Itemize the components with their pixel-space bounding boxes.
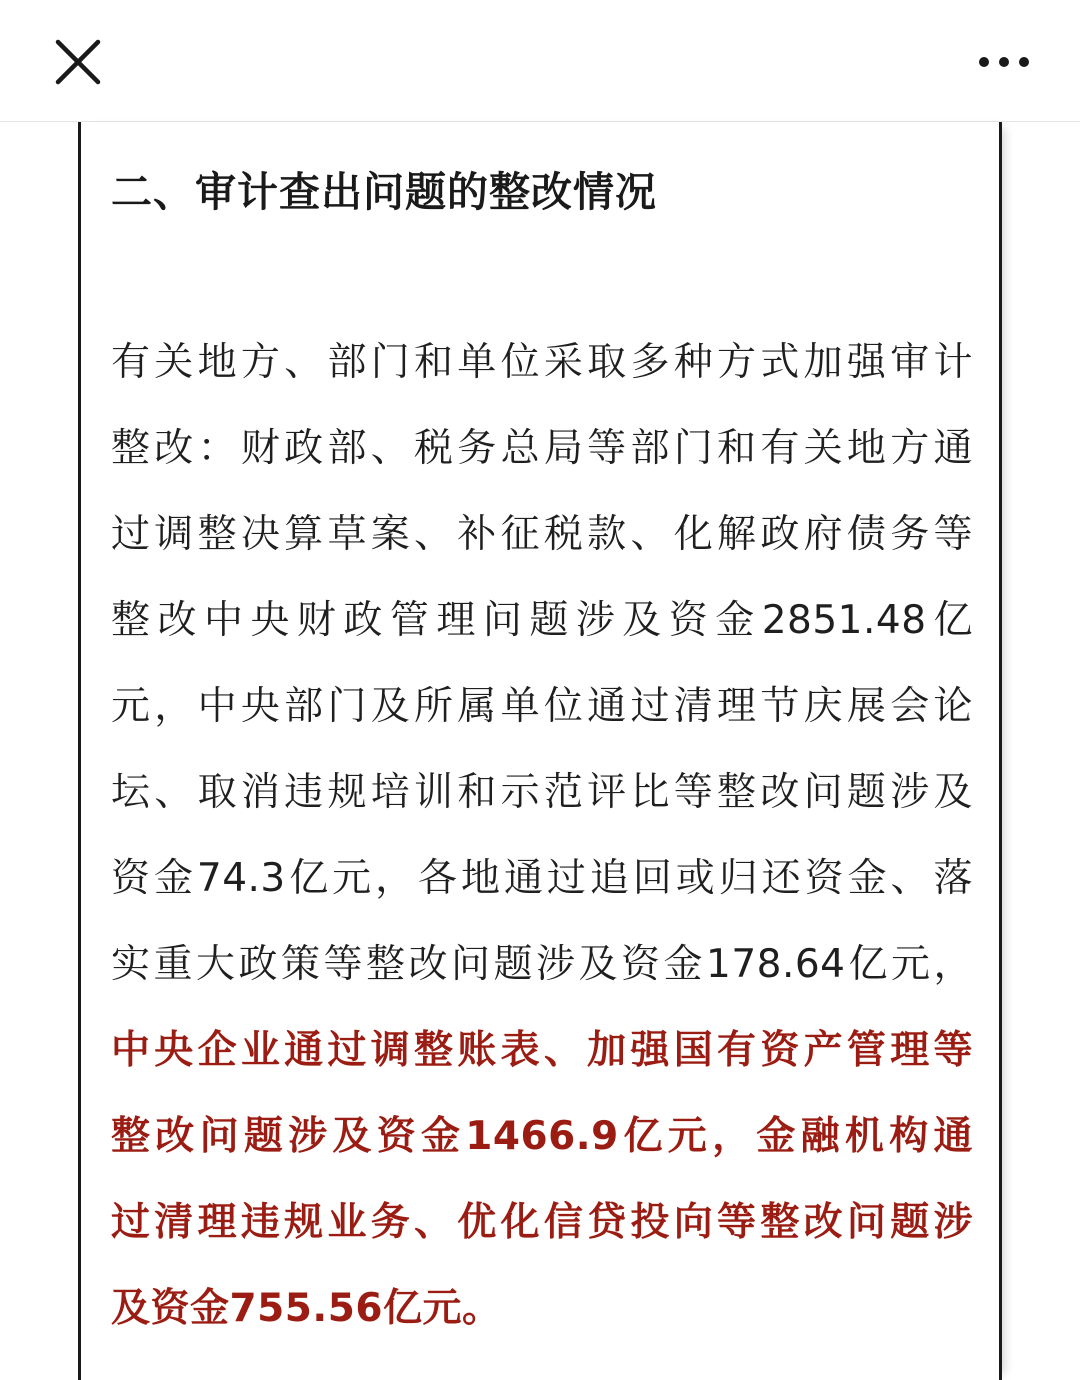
paragraph-line: 实重大政策等整改问题涉及资金178.64亿元， <box>111 942 973 987</box>
paragraph-line: 过调整决算草案、补征税款、化解政府债务等 <box>111 512 973 557</box>
section-heading: 二、审计查出问题的整改情况 <box>111 168 657 216</box>
more-options-button[interactable] <box>976 44 1032 80</box>
paragraph-line: 整改中央财政管理问题涉及资金2851.48亿 <box>111 598 973 643</box>
article-content <box>78 122 1002 1380</box>
paragraph-line: 整改：财政部、税务总局等部门和有关地方通 <box>111 426 973 471</box>
paragraph-line: 资金74.3亿元，各地通过追回或归还资金、落 <box>111 856 973 901</box>
paragraph-line: 有关地方、部门和单位采取多种方式加强审计 <box>111 340 973 385</box>
highlighted-line: 整改问题涉及资金1466.9亿元，金融机构通 <box>111 1114 973 1159</box>
highlighted-line: 及资金755.56亿元。 <box>111 1286 502 1331</box>
article-paragraph <box>111 320 973 1352</box>
paragraph-line: 坛、取消违规培训和示范评比等整改问题涉及 <box>111 770 973 815</box>
highlighted-line: 中央企业通过调整账表、加强国有资产管理等 <box>111 1028 973 1073</box>
top-bar <box>0 0 1080 122</box>
paragraph-line: 元，中央部门及所属单位通过清理节庆展会论 <box>111 684 973 729</box>
close-button[interactable] <box>50 34 106 90</box>
more-icon <box>976 44 1032 80</box>
highlighted-line: 过清理违规业务、优化信贷投向等整改问题涉 <box>111 1200 973 1245</box>
close-icon <box>50 34 106 90</box>
